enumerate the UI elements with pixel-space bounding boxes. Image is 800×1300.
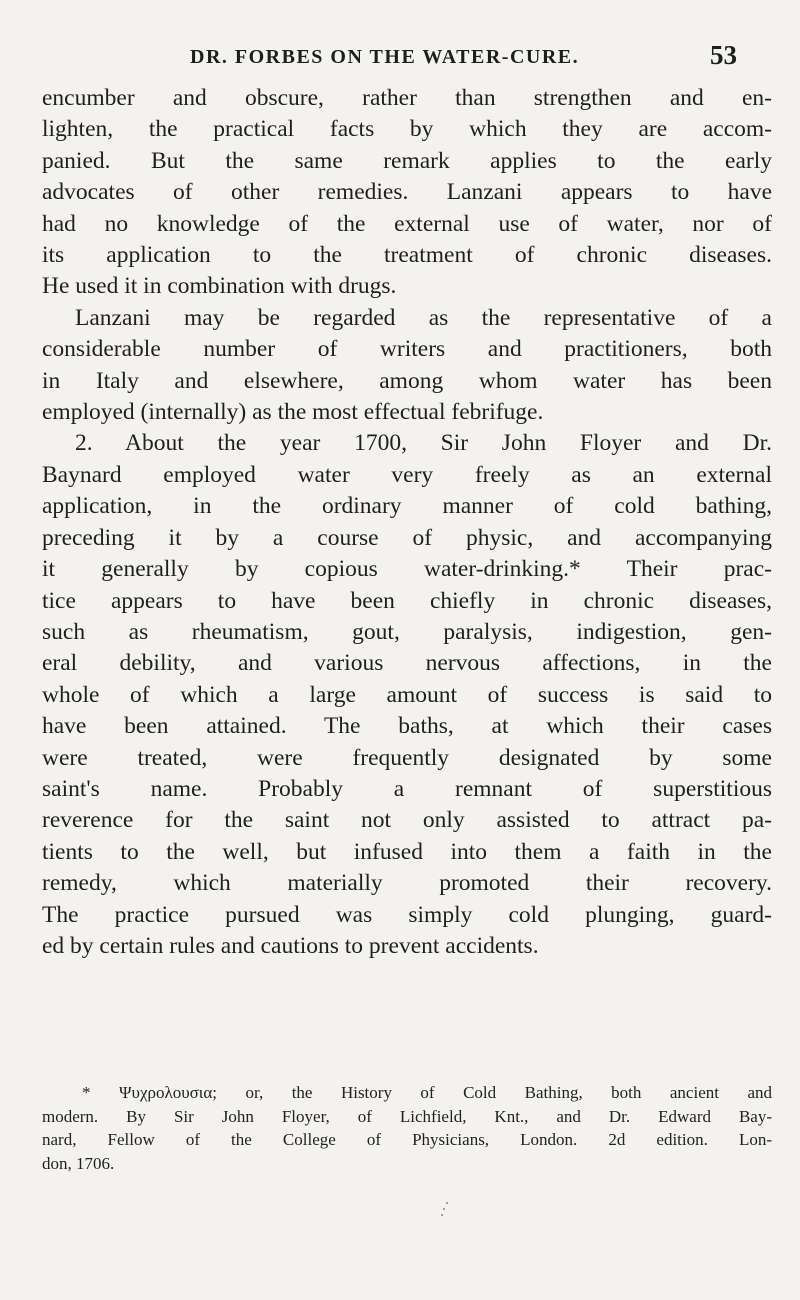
text-line: it generally by copious water-drinking.* Their prac- <box>42 556 772 583</box>
text-line: Baynard employed water very freely as an external <box>42 461 772 488</box>
text-line: preceding it by a course of physic, and accompanying <box>42 524 772 551</box>
text-line: have been attained. The baths, at which their cases <box>42 713 772 740</box>
text-line: tice appears to have been chiefly in chronic diseases, <box>42 587 772 614</box>
text-line: Lanzani may be regarded as the representative of a <box>75 304 772 331</box>
body-text <box>42 83 772 962</box>
page-number: 53 <box>710 40 737 70</box>
text-line: saint's name. Probably a remnant of superstitious <box>42 775 772 802</box>
text-line: remedy, which materially promoted their recovery. <box>42 870 772 897</box>
running-title: DR. FORBES ON THE WATER-CURE. <box>190 46 580 68</box>
text-line: had no knowledge of the external use of water, nor of <box>42 210 772 237</box>
print-specks <box>440 1200 460 1220</box>
text-line: panied. But the same remark applies to the early <box>42 147 772 174</box>
text-line: reverence for the saint not only assisted to attract pa- <box>42 807 772 834</box>
text-line: considerable number of writers and practitioners, both <box>42 336 772 363</box>
text-line: The practice pursued was simply cold plunging, guard- <box>42 901 772 928</box>
text-line: He used it in combination with drugs. <box>42 273 397 300</box>
text-line: eral debility, and various nervous affections, in the <box>42 650 772 677</box>
footnote <box>42 1081 772 1175</box>
text-line: ed by certain rules and cautions to prevent accidents. <box>42 932 539 959</box>
text-line: encumber and obscure, rather than strengthen and en- <box>42 85 772 111</box>
text-line: lighten, the practical facts by which they are accom- <box>42 116 772 143</box>
footnote-line: nard, Fellow of the College of Physicians, London. 2d edition. Lon- <box>42 1130 772 1149</box>
text-line: in Italy and elsewhere, among whom water has been <box>42 367 772 394</box>
text-line: 2. About the year 1700, Sir John Floyer and Dr. <box>75 430 772 457</box>
footnote-line: * Ψυχρολουσια; or, the History of Cold Bathing, both ancient and <box>82 1083 772 1102</box>
text-line: were treated, were frequently designated by some <box>42 744 772 771</box>
text-line: its application to the treatment of chronic diseases. <box>42 242 772 269</box>
text-line: whole of which a large amount of success is said to <box>42 681 772 708</box>
speck <box>441 1214 443 1216</box>
footnote-line: modern. By Sir John Floyer, of Lichfield, Knt., and Dr. Edward Bay- <box>42 1106 772 1126</box>
text-line: employed (internally) as the most effectual febrifuge. <box>42 399 544 426</box>
speck <box>443 1208 445 1210</box>
text-line: tients to the well, but infused into them a faith in the <box>42 838 772 865</box>
footnote-line: don, 1706. <box>42 1153 115 1173</box>
text-line: such as rheumatism, gout, paralysis, indigestion, gen- <box>42 618 772 645</box>
text-line: advocates of other remedies. Lanzani appears to have <box>42 179 772 206</box>
speck <box>446 1202 448 1204</box>
text-line: application, in the ordinary manner of cold bathing, <box>42 493 772 520</box>
